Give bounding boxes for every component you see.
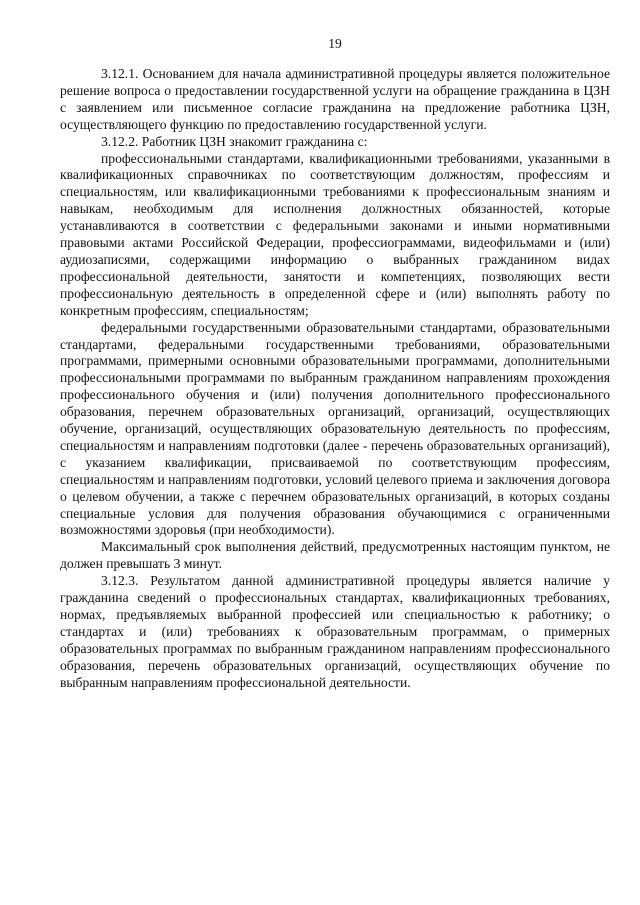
paragraph-3-12-3: 3.12.3. Результатом данной административной процедуры является наличие у гражданина сведений о профессиональных стандартах, квалификационных требованиях, нормах, предъявляемых выбранной профессией или специальностью к работнику; о стандартах и (или) требованиях к образовательным программам, о примерных образовательных программах по выбранным гражданином направлениям профессионального образования, перечень образовательных организаций, осуществляющих обучение по выбранным направлениям профессиональной деятельности. [60, 573, 610, 690]
paragraph-3-12-2: 3.12.2. Работник ЦЗН знакомит гражданина с: [101, 133, 368, 149]
paragraph-3-12-1: 3.12.1. Основанием для начала административной процедуры является положительное решение вопроса о предоставлении государственной услуги на обращение гражданина в ЦЗН с заявлением или письменное согласие гражданина на предложение работника ЦЗН, осуществляющего функцию по предоставлению государственной услуги. [60, 66, 610, 132]
paragraph-educational-standards: федеральными государственными образовательными стандартами, образовательными стандартами, федеральными государственными требованиями, образовательными программами, примерными основными образовательными программами, дополнительными профессиональными программами по выбранным гражданином направлениям прохождения профессионального обучения и (или) получения дополнительного профессионального образования, перечнем образовательных организаций, организаций, осуществляющих обучение, организаций, осуществляющих образовательную деятельность по профессиям, специальностям и направлениям подготовки (далее - перечень образовательных организаций), с указанием квалификации, присваиваемой по соответствующим профессиям, специальностям и направлениям подготовки, условий целевого приема и заключения договора о целевом обучении, а также с перечнем образовательных организаций, в которых созданы специальные условия для получения образования обучающимися с ограниченными возможностями здоровья (при необходимости). [60, 319, 611, 538]
paragraph-professional-standards: профессиональными стандартами, квалификационными требованиями, указанными в квалификационных справочниках по соответствующим должностям, профессиям и специальностям, или квалификационными требованиями к профессиональным знаниям и навыкам, необходимым для исполнения должностных обязанностей, которые устанавливаются в соответствии с федеральными законами и иными нормативными правовыми актами Российской Федерации, профессиограммами, видеофильмами и (или) аудиозаписями, содержащими информацию о выбранных гражданином видах профессиональной деятельности, занятости и компетенциях, позволяющих вести профессиональную деятельность в определенной сфере и (или) выполнять работу по конкретным профессиям, специальностям; [60, 150, 610, 318]
paragraph-max-time: Максимальный срок выполнения действий, предусмотренных настоящим пунктом, не должен превышать 3 минут. [60, 539, 610, 572]
document-body [60, 66, 610, 692]
document-page [60, 0, 610, 905]
page-number: 19 [328, 36, 342, 51]
